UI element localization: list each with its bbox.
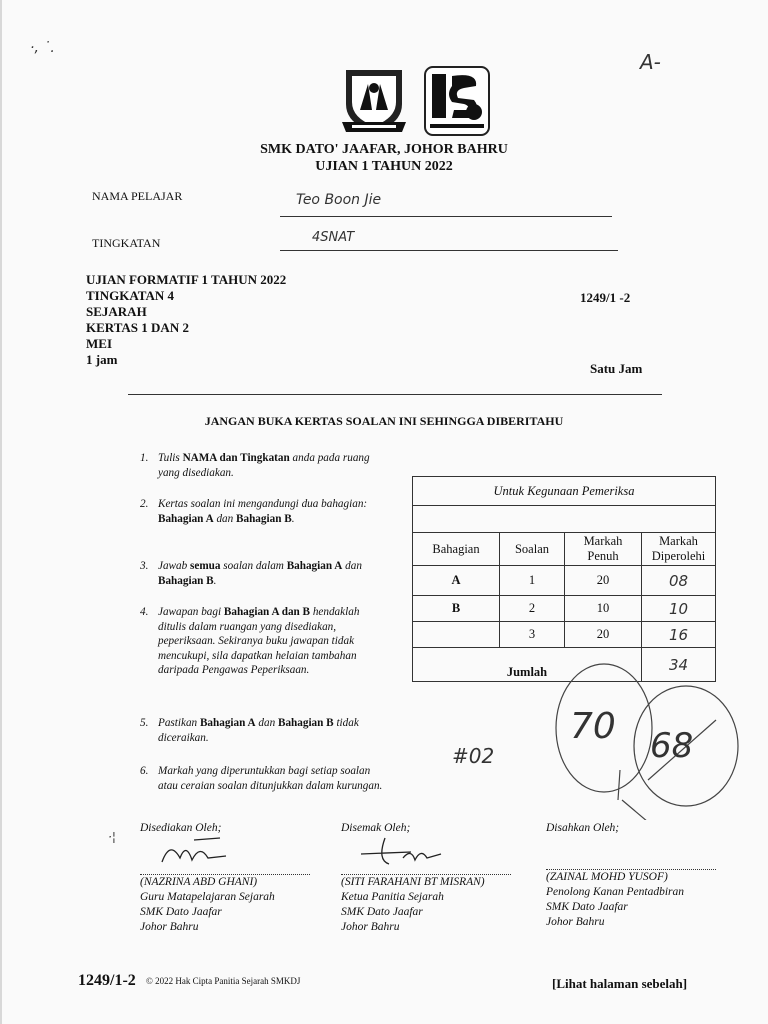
table-spacer-row bbox=[413, 506, 716, 533]
signature-role: Guru Matapelajaran Sejarah bbox=[140, 891, 275, 903]
table-row bbox=[413, 622, 716, 648]
paper-line: TINGKATAN 4 bbox=[86, 288, 174, 303]
signature-heading: Disediakan Oleh; bbox=[140, 822, 222, 834]
cell-soalan: 2 bbox=[500, 596, 565, 622]
cell-bahagian: B bbox=[413, 596, 500, 622]
handwritten-score: 70 bbox=[570, 706, 616, 747]
cell-markah-diperolehi: 16 bbox=[642, 622, 716, 648]
total-value: 34 bbox=[642, 648, 716, 682]
table-row bbox=[413, 566, 716, 596]
instruction-item: 2. Kertas soalan ini mengandungi dua bahagian: Bahagian A dan Bahagian B. bbox=[140, 498, 368, 525]
signature-org: SMK Dato Jaafar bbox=[546, 901, 628, 913]
form-line bbox=[280, 250, 618, 251]
student-name-label: NAMA PELAJAR bbox=[92, 189, 183, 203]
signature-role: Penolong Kanan Pentadbiran bbox=[546, 886, 684, 898]
handwritten-note: #02 bbox=[452, 744, 495, 768]
anniversary-25-logo-icon bbox=[424, 66, 490, 141]
paper-line: KERTAS 1 DAN 2 bbox=[86, 320, 189, 335]
signature-block bbox=[546, 822, 716, 930]
cell-markah-penuh: 20 bbox=[565, 622, 642, 648]
signature-blank bbox=[546, 834, 716, 868]
divider bbox=[128, 394, 662, 395]
school-crest-icon bbox=[338, 66, 410, 141]
cell-soalan: 1 bbox=[500, 566, 565, 596]
table-header: Markah Penuh bbox=[565, 533, 642, 566]
paper-line: SEJARAH bbox=[86, 304, 147, 319]
instruction-item: 3. Jawab semua soalan dalam Bahagian A dan Bahagian B. bbox=[140, 560, 362, 587]
handwritten-percent: 68 bbox=[650, 726, 694, 766]
table-header: Markah Diperolehi bbox=[642, 533, 716, 566]
form-value: 4SNAT bbox=[312, 230, 355, 245]
signature-name: (ZAINAL MOHD YUSOF) bbox=[546, 871, 668, 883]
cell-bahagian: A bbox=[413, 566, 500, 596]
signature-org: SMK Dato Jaafar bbox=[140, 906, 222, 918]
total-label: Jumlah bbox=[413, 648, 642, 682]
signature-heading: Disemak Oleh; bbox=[341, 822, 411, 834]
cell-soalan: 3 bbox=[500, 622, 565, 648]
cell-markah-diperolehi: 10 bbox=[642, 596, 716, 622]
instruction-item: 1. Tulis NAMA dan Tingkatan anda pada ruang yang disediakan. bbox=[140, 452, 370, 479]
signature-name: (SITI FARAHANI BT MISRAN) bbox=[341, 876, 485, 888]
paper-code: 1249/1 -2 bbox=[580, 290, 631, 305]
footer-code: 1249/1-2 bbox=[78, 972, 136, 989]
signature-org: SMK Dato Jaafar bbox=[341, 906, 423, 918]
paper-info bbox=[86, 272, 286, 368]
form-label: TINGKATAN bbox=[92, 236, 161, 250]
margin-mark: ·¦ bbox=[108, 830, 116, 844]
signature-place: Johor Bahru bbox=[341, 921, 400, 933]
table-header: Soalan bbox=[500, 533, 565, 566]
signature-scribble bbox=[140, 834, 230, 868]
instruction-item: 4. Jawapan bagi Bahagian A dan B hendaklah ditulis dalam ruangan yang disediakan, peperiksaan. Sekiranya buku jawapan tidak mencukupi, sila dapatkan helaian tambahan daripada Pengawas Peperiksaan. bbox=[140, 606, 360, 676]
stray-pen-marks: ·, ˙. bbox=[30, 40, 55, 56]
footer-next-page: [Lihat halaman sebelah] bbox=[552, 976, 688, 991]
cell-markah-penuh: 20 bbox=[565, 566, 642, 596]
signature-scribble bbox=[341, 834, 451, 868]
examiner-table-title: Untuk Kegunaan Pemeriksa bbox=[413, 477, 716, 506]
student-name-value: Teo Boon Jie bbox=[296, 192, 382, 208]
student-name-line bbox=[280, 216, 612, 217]
cell-markah-diperolehi: 08 bbox=[642, 566, 716, 596]
school-name: SMK DATO' JAAFAR, JOHOR BAHRU bbox=[260, 142, 508, 157]
signature-block bbox=[341, 822, 511, 935]
instruction-item: 6. Markah yang diperuntukkan bagi setiap soalan atau ceraian soalan ditunjukkan dalam kurungan. bbox=[140, 765, 383, 792]
paper-line: 1 jam bbox=[86, 352, 118, 367]
handwritten-grade: A- bbox=[640, 50, 661, 74]
paper-line: MEI bbox=[86, 336, 112, 351]
signature-place: Johor Bahru bbox=[546, 916, 605, 928]
signature-role: Ketua Panitia Sejarah bbox=[341, 891, 444, 903]
paper-line: UJIAN FORMATIF 1 TAHUN 2022 bbox=[86, 272, 287, 287]
table-header: Bahagian bbox=[413, 533, 500, 566]
cell-bahagian bbox=[413, 622, 500, 648]
instruction-item: 5. Pastikan Bahagian A dan Bahagian B tidak diceraikan. bbox=[140, 717, 359, 744]
signature-name: (NAZRINA ABD GHANI) bbox=[140, 876, 258, 888]
exam-title: UJIAN 1 TAHUN 2022 bbox=[315, 159, 453, 174]
signature-place: Johor Bahru bbox=[140, 921, 199, 933]
paper-duration: Satu Jam bbox=[590, 361, 643, 376]
signature-heading: Disahkan Oleh; bbox=[546, 822, 620, 834]
footer-copyright: © 2022 Hak Cipta Panitia Sejarah SMKDJ bbox=[146, 976, 301, 986]
signature-block bbox=[140, 822, 310, 935]
warning-text: JANGAN BUKA KERTAS SOALAN INI SEHINGGA DIBERITAHU bbox=[204, 414, 564, 428]
table-row bbox=[413, 596, 716, 622]
cell-markah-penuh: 10 bbox=[565, 596, 642, 622]
